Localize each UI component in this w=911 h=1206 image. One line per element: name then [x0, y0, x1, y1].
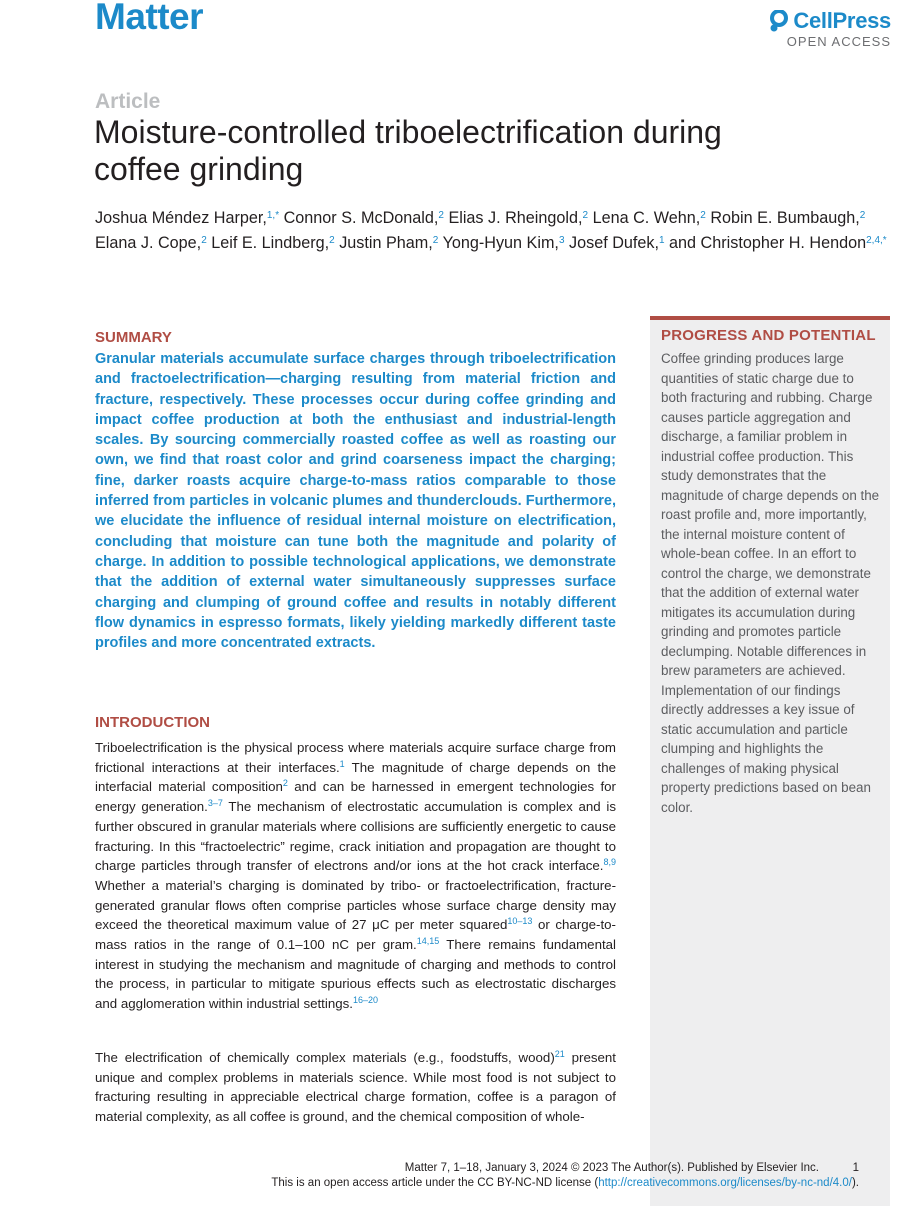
author-name: Elana J. Cope, — [95, 234, 202, 252]
footer-citation: Matter 7, 1–18, January 3, 2024 © 2023 The Author(s). Published by Elsevier Inc. — [404, 1162, 819, 1174]
publisher-logo — [769, 8, 891, 49]
affiliation-marker: 2,4,* — [866, 235, 887, 246]
author-name: and Christopher H. Hendon — [669, 234, 867, 252]
sidebar-heading: PROGRESS AND POTENTIAL — [661, 327, 876, 344]
open-access-label: OPEN ACCESS — [786, 34, 891, 49]
journal-name: Matter — [95, 0, 204, 37]
license-suffix: ). — [851, 1177, 859, 1189]
citation-marker[interactable]: 2 — [282, 778, 288, 789]
affiliation-marker: 3 — [558, 235, 565, 246]
publisher-name: CellPress — [793, 8, 891, 33]
citation-marker[interactable]: 1 — [339, 758, 345, 769]
author-name: Elias J. Rheingold, — [448, 209, 583, 227]
introduction-paragraph-2: The electrification of chemically complex materials (e.g., foodstuffs, wood)$^{21}$ present unique and complex problems in materials science. While most food is not subject to fracturing resulting in appreciable electrical charge formation, coffee is a paragon of material complexity, as all coffee is ground, and the chemical composition of whole- — [95, 1049, 616, 1125]
affiliation-marker: 2 — [859, 210, 866, 221]
citation-marker[interactable]: 21 — [554, 1049, 565, 1059]
author-name: Lena C. Wehn, — [592, 209, 701, 227]
affiliation-marker: 2 — [582, 210, 589, 221]
page-number: 1 — [852, 1162, 859, 1174]
cellpress-logo-icon — [769, 10, 789, 32]
author-name: Yong-Hyun Kim, — [442, 234, 559, 252]
summary-text: Granular materials accumulate surface charges through triboelectrification and fractoelectrification—charging resulting from material friction and fracture, respectively. These processes occur during coffee grinding and impact coffee production at both the enthusiast and industrial-length scales. By sourcing commercially roasted coffee as well as roasting our own, we find that roast color and grind coarseness impact the charging; fine, darker roasts acquire charge-to-mass ratios comparable to those inferred from particles in volcanic plumes and thunderclouds. Furthermore, we elucidate the influence of residual internal moisture on electrification, concluding that moisture can tune both the magnitude and polarity of charge. In addition to possible technological applications, we demonstrate that the addition of external water simultaneously suppresses surface charging and clumping of ground coffee and results in notably different flow dynamics in espresso formats, likely yielding markedly different taste profiles and more concentrated extracts. — [95, 351, 616, 652]
citation-marker[interactable]: 14,15 — [416, 936, 440, 947]
affiliation-marker: 2 — [329, 235, 335, 246]
sidebar-text: Coffee grinding produces large quantities of static charge due to both fracturing and rubbing. Charge causes particle aggregation and discharge, a familiar problem in industrial coffee production. This study demonstrates that the magnitude of charge depends on the roast profile and, more importantly, the internal moisture content of whole-bean coffee. In an effort to control the charge, we demonstrate that the addition of external water mitigates its accumulation during grinding and promotes particle declumping. Notable differences in brew parameters are achieved. Implementation of our findings directly addresses a key issue of static accumulation and particle clumping and highlights the challenges of making physical property predictions based on bean color. — [661, 351, 880, 815]
author-list — [95, 206, 895, 256]
author-name: Josef Dufek, — [569, 234, 659, 252]
author-name: Joshua Méndez Harper, — [95, 209, 267, 227]
footer-license — [271, 1177, 859, 1189]
article-type: Article — [95, 90, 161, 113]
citation-marker[interactable]: 8,9 — [603, 857, 616, 868]
affiliation-marker: 2 — [201, 235, 207, 246]
introduction-paragraph-1: Triboelectrification is the physical process where materials acquire surface charge from frictional interactions at their interfaces.$^1$ The magnitude of charge depends on the interfacial material composition$^2$ and can be harnessed in emergent technologies for energy generation.$^{3-7}$ The mechanism of electrostatic accumulation is complex and is further obscured in granular materials where collisions are sufficiently energetic to cause fracturing. In this “fractoelectric” regime, crack initiation and propagation are thought to charge particles through transfer of electrons and/or ions at the hot crack interface.$^{8,9}$ Whether a material’s charging is dominated by tribo- or fractoelectrification, fracture-generated granular flows often comprise particles whose surface charge density may exceed the theoretical maximum value of 27 μC per meter squared$^{10-13}$ or charge-to-mass ratios in the range of 0.1–100 nC per gram.$^{14,15}$ There remains fundamental interest in studying the mechanism and magnitude of charging and methods to control the process, in particular to mitigate spurious effects such as electrostatic discharges and agglomeration within industrial settings.$^{16-20}$ — [95, 740, 617, 1012]
license-link[interactable]: http://creativecommons.org/licenses/by-nc-nd/4.0/ — [598, 1177, 852, 1189]
author-name: Robin E. Bumbaugh, — [710, 209, 860, 227]
license-prefix: This is an open access article under the CC BY-NC-ND license ( — [271, 1177, 599, 1189]
citation-marker[interactable]: 16–20 — [352, 995, 378, 1006]
author-name: Leif E. Lindberg, — [211, 234, 330, 252]
introduction-heading: INTRODUCTION — [95, 714, 210, 731]
affiliation-marker: 2 — [432, 235, 439, 246]
affiliation-marker: 1,* — [266, 210, 280, 221]
affiliation-marker: 2 — [700, 210, 706, 221]
summary-heading: SUMMARY — [95, 329, 172, 346]
citation-marker[interactable]: 3–7 — [207, 798, 223, 809]
article-title: Moisture-controlled triboelectrification during coffee grinding — [94, 114, 722, 187]
affiliation-marker: 1 — [658, 235, 665, 246]
sidebar-top-rule — [650, 316, 890, 320]
author-name: Connor S. McDonald, — [283, 209, 439, 227]
citation-marker[interactable]: 10–13 — [507, 916, 533, 927]
affiliation-marker: 2 — [438, 210, 444, 221]
author-name: Justin Pham, — [339, 234, 433, 252]
